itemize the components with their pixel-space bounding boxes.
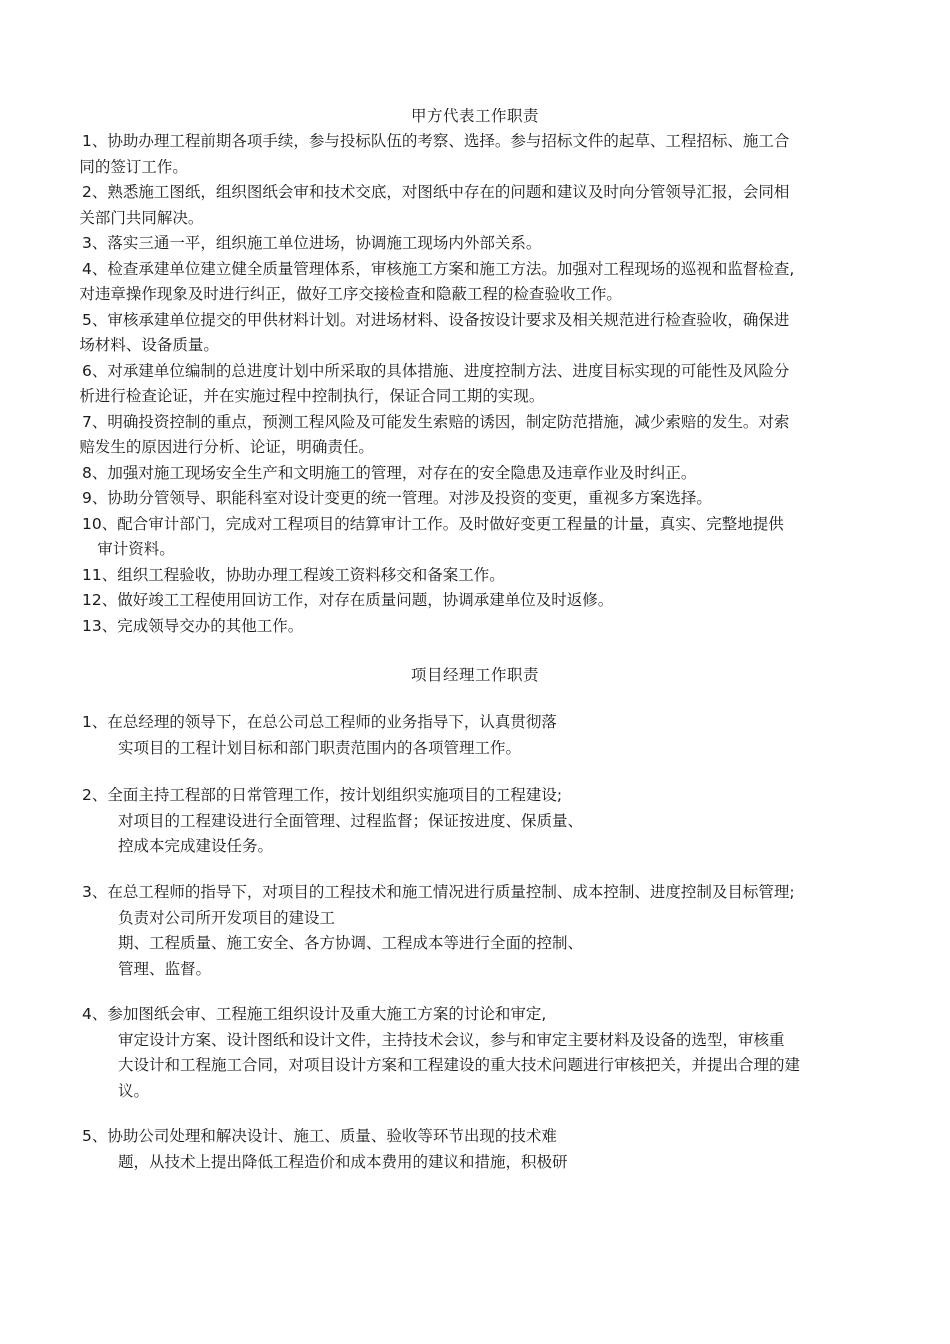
item-text: 协助分管领导、职能科室对设计变更的统一管理。对涉及投资的变更，重视多方案选择。 — [107, 489, 712, 507]
item-number: 13、 — [82, 616, 118, 635]
item-number: 12、 — [82, 591, 118, 609]
item-number: 9、 — [82, 489, 108, 507]
list-item — [79, 180, 872, 231]
item-text: 1、在总经理的领导下，在总公司总工程师的业务指导下，认真贯彻落 — [82, 713, 557, 731]
item-text: 对承建单位编制的总进度计划中所采取的具体措施、进度控制方法、进度目标实现的可能性及风险分 — [107, 361, 790, 380]
item-number: 6、 — [82, 361, 108, 380]
list-item — [79, 257, 872, 308]
item-text: 检查承建单位建立健全质量管理体系，审核施工方案和施工方法。加强对工程现场的巡视和监督检查, — [107, 259, 795, 278]
item-text: 明确投资控制的重点，预测工程风险及可能发生索赔的诱因，制定防范措施，减少索赔的发生。对索 — [107, 412, 790, 431]
item-text-cont: 大设计和工程施工合同，对项目设计方案和工程建设的重大技术问题进行审核把关，并提出合理的建 — [118, 1056, 801, 1074]
list-item — [82, 512, 872, 563]
item-text: 加强对施工现场安全生产和文明施工的管理，对存在的安全隐患及违章作业及时纠正。 — [107, 463, 697, 482]
list-item — [82, 614, 872, 640]
list-item — [82, 588, 872, 614]
item-text-cont: 对项目的工程建设进行全面管理、过程监督；保证按进度、保质量、 — [118, 811, 584, 830]
list-item — [79, 308, 872, 359]
item-text-cont: 负责对公司所开发项目的建设工 — [118, 908, 336, 927]
item-number: 10、 — [82, 514, 118, 533]
item-text-cont: 管理、监督。 — [118, 959, 212, 978]
section2-item-4 — [82, 1002, 882, 1104]
item-text: 4、参加图纸会审、工程施工组织设计及重大施工方案的讨论和审定, — [82, 1005, 547, 1023]
item-number: 4、 — [82, 259, 108, 278]
item-number: 11、 — [82, 565, 118, 584]
item-text: 做好竣工工程使用回访工作，对存在质量问题，协调承建单位及时返修。 — [117, 591, 614, 609]
item-number: 3、 — [82, 234, 108, 252]
section2-title: 项目经理工作职责 — [410, 666, 539, 684]
item-text-cont: 析进行检查论证，并在实施过程中控制执行，保证合同工期的实现。 — [79, 387, 545, 405]
item-text-cont: 期、工程质量、施工安全、各方协调、工程成本等进行全面的控制、 — [118, 934, 584, 952]
item-number: 8、 — [82, 463, 108, 482]
list-item — [79, 359, 872, 410]
item-text-cont: 赔发生的原因进行分析、论证，明确责任。 — [79, 438, 374, 456]
item-text: 审核承建单位提交的甲供材料计划。对进场材料、设备按设计要求及相关规范进行检查验收，确保进 — [107, 310, 790, 329]
item-text: 3、在总工程师的指导下，对项目的工程技术和施工情况进行质量控制、成本控制、进度控制及目标管理; — [82, 883, 795, 901]
list-item — [82, 461, 872, 487]
item-text-cont: 关部门共同解决。 — [79, 208, 204, 227]
item-number: 2、 — [82, 183, 108, 201]
item-text-cont: 审定设计方案、设计图纸和设计文件，主持技术会议，参与和审定主要材料及设备的选型，审核重 — [118, 1030, 785, 1049]
section2-item-5 — [82, 1124, 882, 1175]
item-text: 协助办理工程前期各项手续，参与投标队伍的考察、选择。参与招标文件的起草、工程招标、施工合 — [107, 132, 790, 150]
item-text-cont: 同的签订工作。 — [79, 157, 188, 176]
section2-item-1 — [82, 710, 882, 761]
item-number: 1、 — [82, 132, 108, 150]
list-item — [79, 410, 872, 461]
list-item — [82, 486, 872, 512]
section1-list — [79, 129, 872, 639]
item-text: 2、全面主持工程部的日常管理工作，按计划组织实施项目的工程建设; — [82, 786, 563, 804]
section1-title: 甲方代表工作职责 — [410, 107, 539, 125]
item-text-cont: 控成本完成建设任务。 — [118, 837, 274, 855]
item-text-cont: 场材料、设备质量。 — [79, 336, 219, 354]
item-number: 5、 — [82, 310, 108, 329]
item-text: 完成领导交办的其他工作。 — [117, 616, 304, 635]
item-text: 熟悉施工图纸，组织图纸会审和技术交底，对图纸中存在的问题和建议及时向分管领导汇报，会同相 — [107, 183, 790, 201]
item-text-cont: 题，从技术上提出降低工程造价和成本费用的建议和措施，积极研 — [118, 1152, 568, 1171]
list-item — [82, 231, 872, 257]
item-text-cont: 审计资料。 — [97, 540, 175, 558]
item-text: 落实三通一平，组织施工单位进场，协调施工现场内外部关系。 — [107, 234, 542, 252]
item-text-cont: 实项目的工程计划目标和部门职责范围内的各项管理工作。 — [118, 738, 522, 757]
section2-item-3 — [82, 880, 882, 982]
item-number: 7、 — [82, 412, 108, 431]
list-item — [79, 129, 872, 180]
list-item — [82, 563, 872, 589]
item-text-cont: 对违章操作现象及时进行纠正，做好工序交接检查和隐蔽工程的检查验收工作。 — [79, 285, 622, 303]
section2-item-2 — [82, 783, 882, 860]
item-text: 配合审计部门，完成对工程项目的结算审计工作。及时做好变更工程量的计量，真实、完整地提供 — [117, 514, 784, 533]
item-text: 组织工程验收，协助办理工程竣工资料移交和备案工作。 — [117, 565, 505, 584]
item-text: 5、协助公司处理和解决设计、施工、质量、验收等环节出现的技术难 — [82, 1127, 557, 1145]
item-text-cont: 议。 — [118, 1081, 150, 1100]
